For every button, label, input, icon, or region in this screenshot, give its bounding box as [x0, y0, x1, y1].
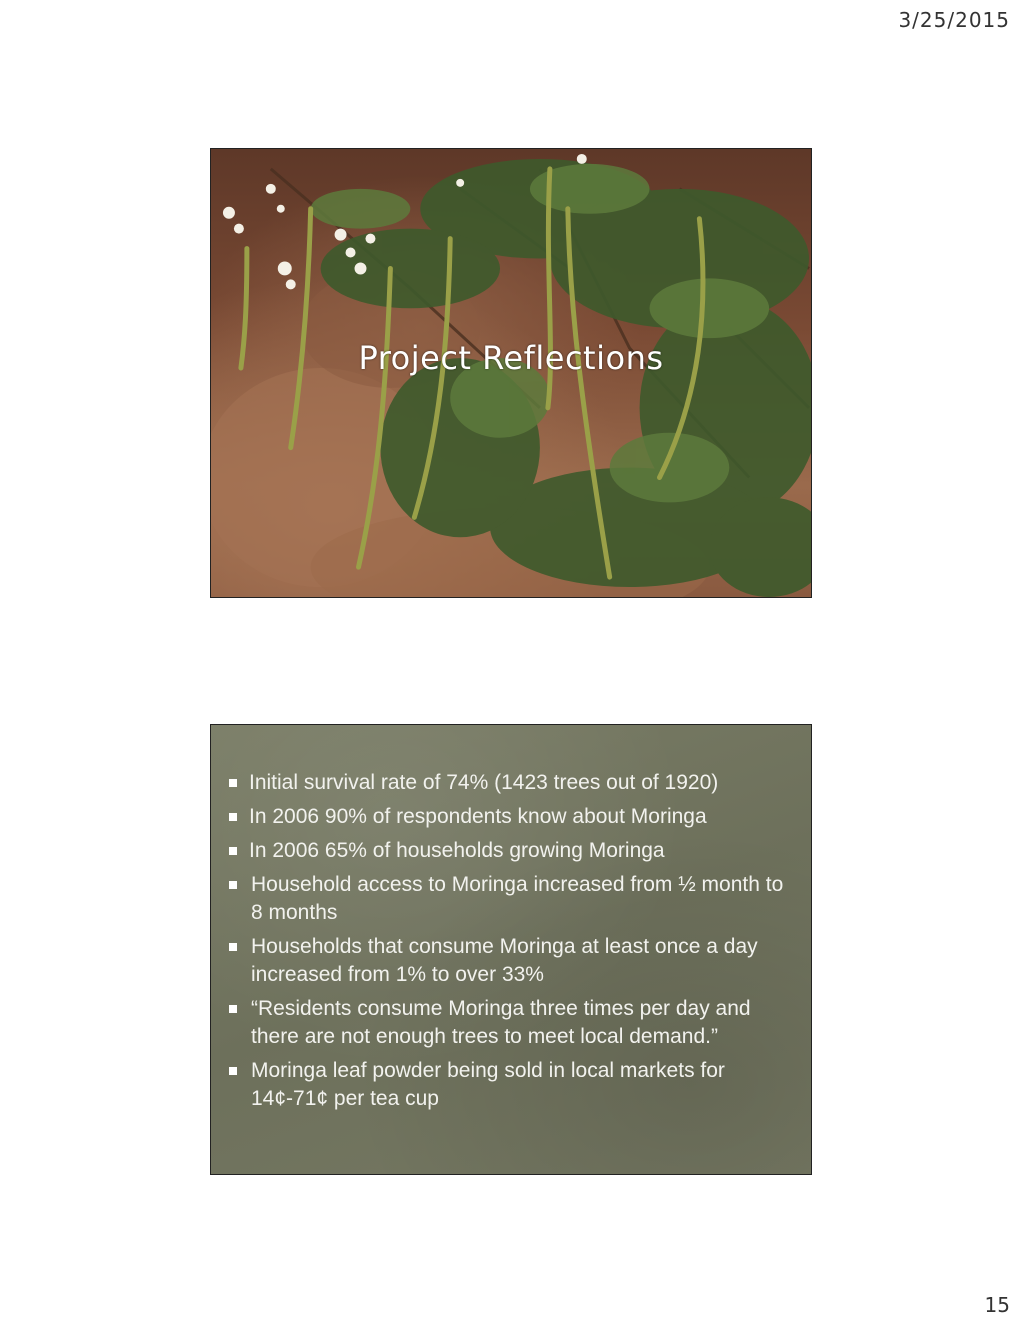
list-item	[229, 933, 797, 989]
slide-title: Project Reflections	[358, 339, 664, 377]
square-bullet-icon	[229, 813, 237, 821]
title-slide	[210, 148, 812, 598]
bullet-list	[229, 769, 797, 1119]
square-bullet-icon	[229, 1005, 237, 1013]
square-bullet-icon	[229, 1067, 237, 1075]
bullet-slide	[210, 724, 812, 1175]
bullet-text: Household access to Moringa increased from ½ month to 8 months	[251, 873, 784, 924]
bullet-text: Moringa leaf powder being sold in local markets for 14¢-71¢ per tea cup	[251, 1059, 725, 1110]
list-item	[229, 837, 797, 865]
bullet-text: “Residents consume Moringa three times per day and there are not enough trees to meet local demand.”	[251, 997, 751, 1048]
page-number: 15	[984, 1293, 1010, 1317]
list-item	[229, 871, 797, 927]
list-item	[229, 803, 797, 831]
list-item	[229, 769, 797, 797]
bullet-text: Initial survival rate of 74% (1423 trees out of 1920)	[249, 771, 719, 794]
list-item	[229, 1057, 797, 1113]
bullet-text: In 2006 65% of households growing Moringa	[249, 839, 665, 862]
list-item	[229, 995, 797, 1051]
bullet-text: Households that consume Moringa at least once a day increased from 1% to over 33%	[251, 935, 758, 986]
square-bullet-icon	[229, 881, 237, 889]
square-bullet-icon	[229, 779, 237, 787]
square-bullet-icon	[229, 847, 237, 855]
square-bullet-icon	[229, 943, 237, 951]
date-header: 3/25/2015	[898, 8, 1010, 32]
bullet-text: In 2006 90% of respondents know about Moringa	[249, 805, 707, 828]
